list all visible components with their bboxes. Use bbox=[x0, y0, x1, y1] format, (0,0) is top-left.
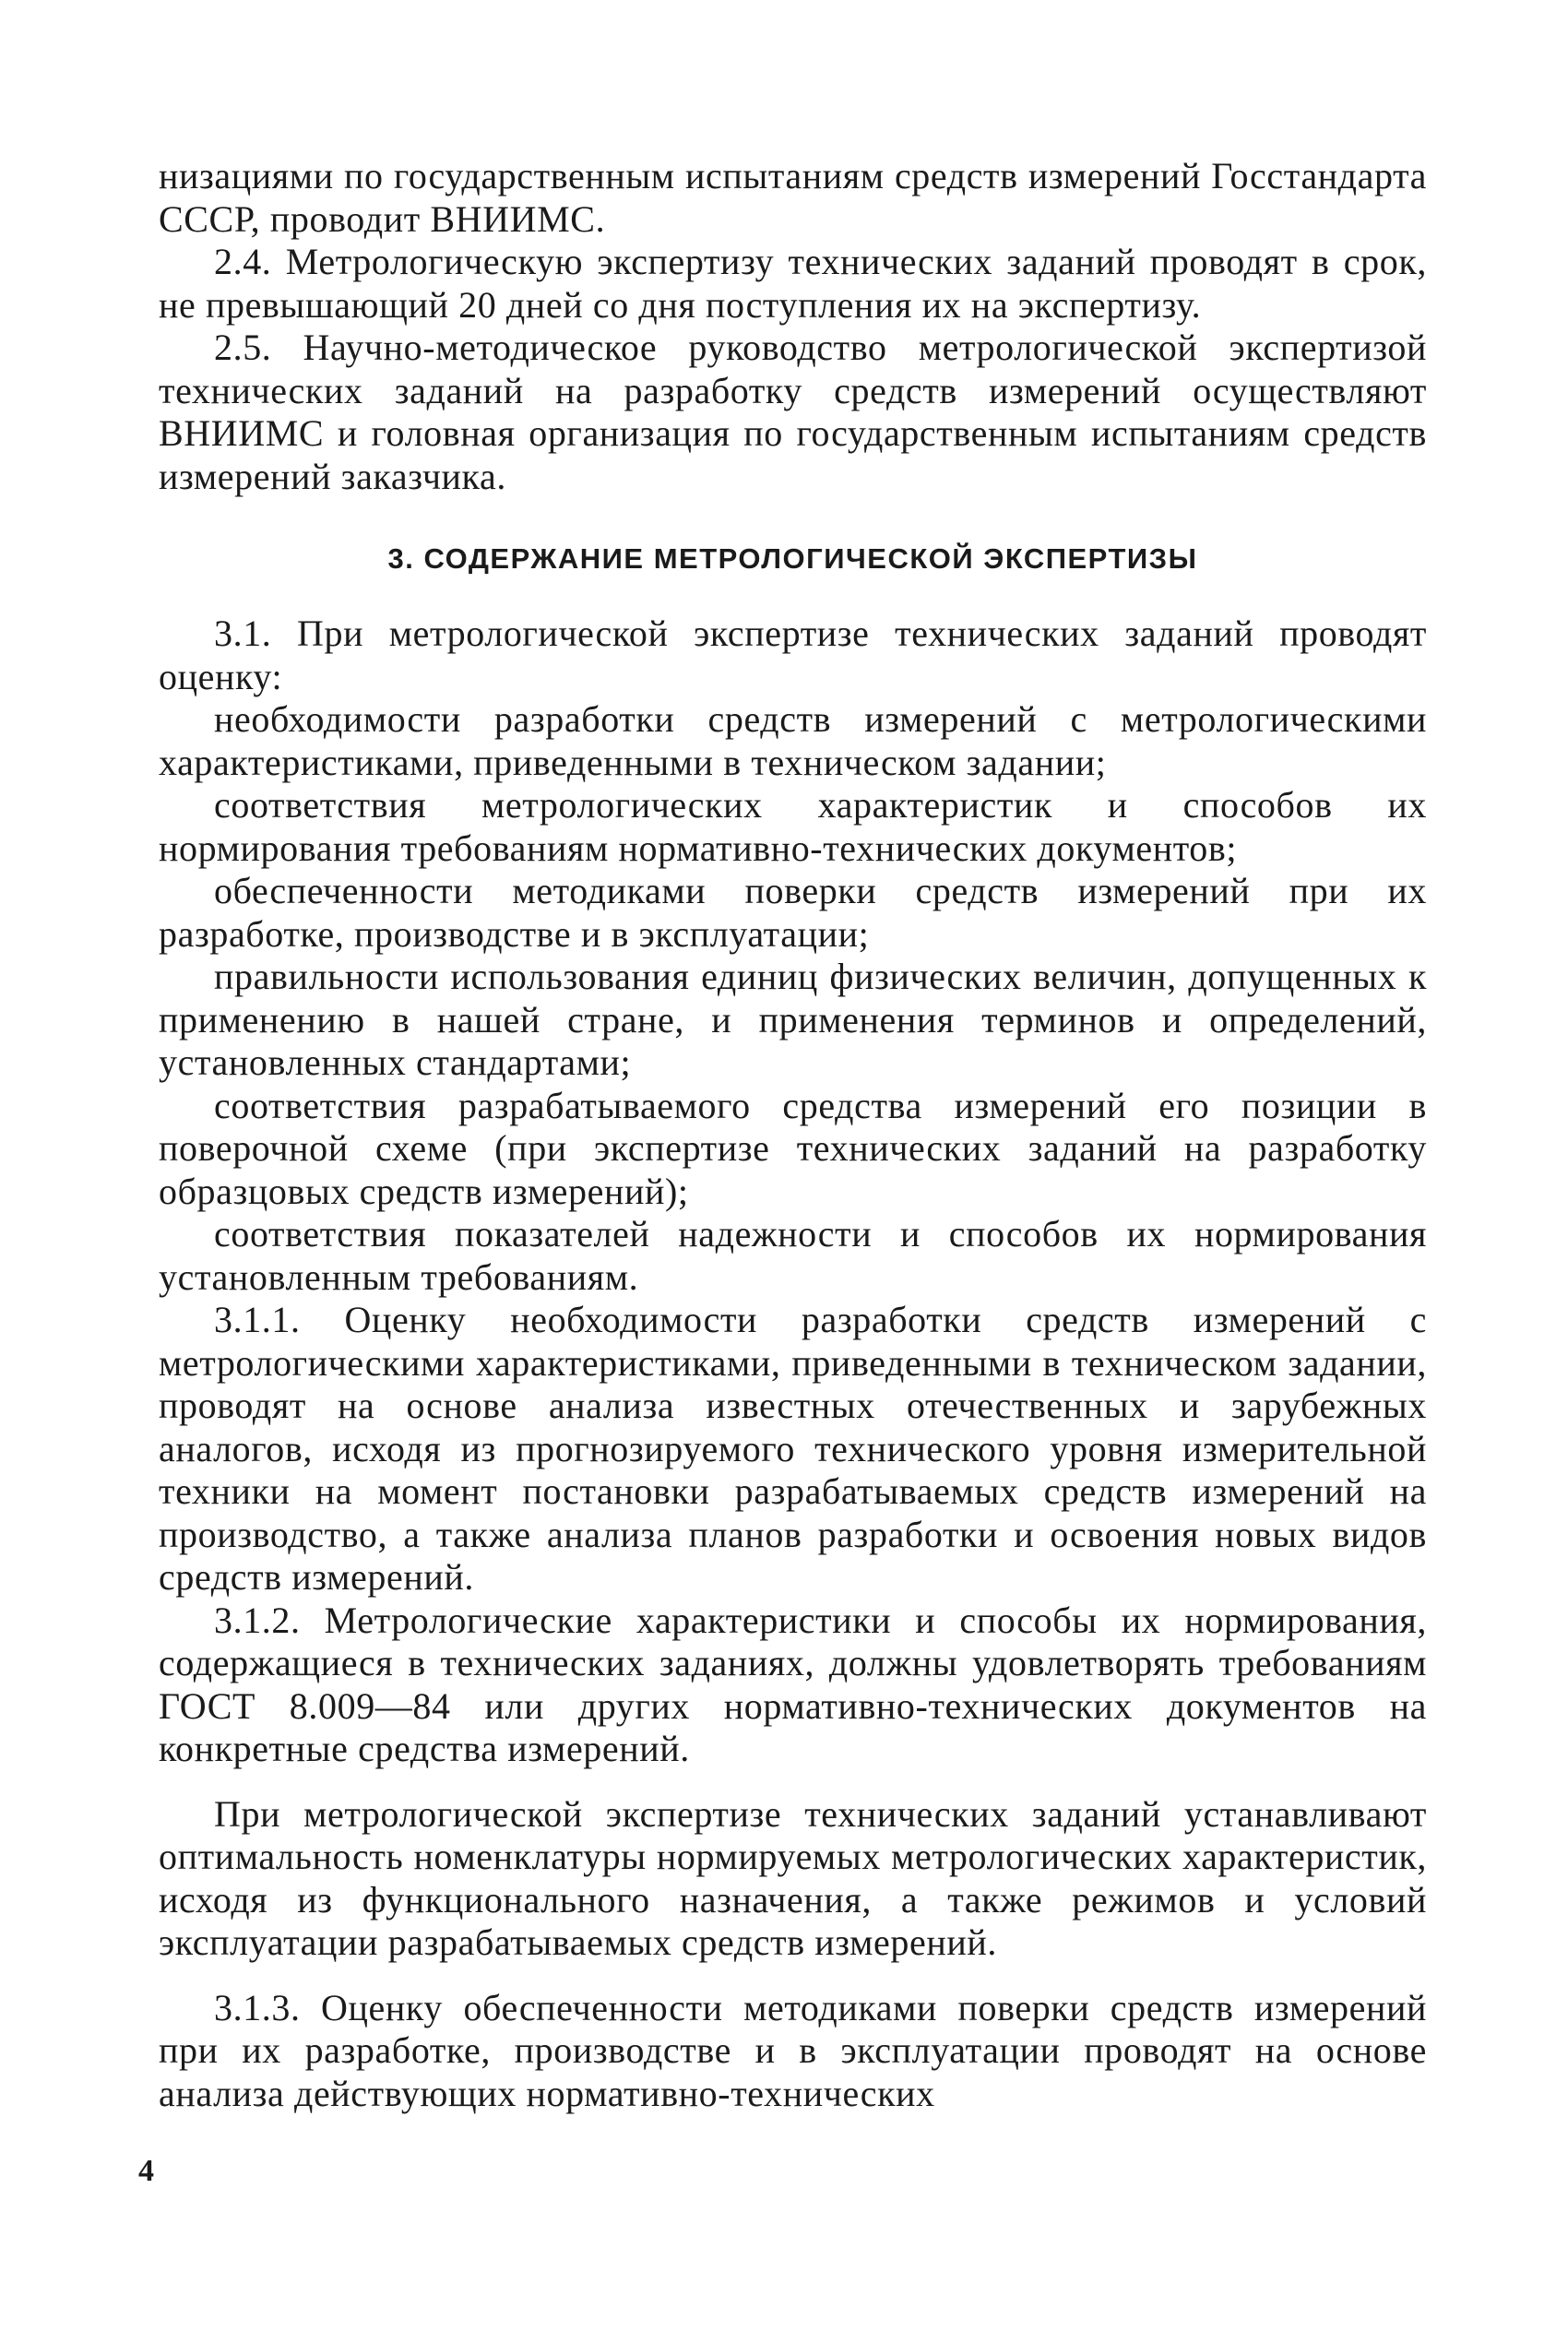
page-number: 4 bbox=[138, 2154, 154, 2188]
list-item-units: правильности использования единиц физических величин, допущенных к применению в нашей стране, и применения терминов и определений, установленных стандартами; bbox=[159, 956, 1427, 1083]
paragraph-2-5: 2.5. Научно-методическое руководство метрологической экспертизой технических заданий на разработку средств измерений осуществляют ВНИИМС и головная организация по государственным испытаниям средств измерений заказчика. bbox=[159, 327, 1427, 497]
paragraph-nomenclature: При метрологической экспертизе технических заданий устанавливают оптимальность номенклатуры нормируемых метрологических характеристик, исходя из функционального назначения, а также режимов и условий эксплуатации разрабатываемых средств измерений. bbox=[159, 1792, 1427, 1963]
paragraph-2-4: 2.4. Метрологическую экспертизу технических заданий проводят в срок, не превышающий 20 дней со дня поступления их на экспертизу. bbox=[159, 241, 1427, 326]
list-item-methods: обеспеченности методиками поверки средств измерений при их разработке, производстве и в эксплуатации; bbox=[159, 870, 1427, 955]
list-item-conformity: соответствия метрологических характеристик и способов их нормирования требованиям нормативно-технических документов; bbox=[159, 784, 1427, 869]
paragraph-gap bbox=[159, 1965, 1427, 1987]
page-body bbox=[159, 155, 1427, 2115]
list-item-reliability: соответствия показателей надежности и способов их нормирования установленным требованиям. bbox=[159, 1213, 1427, 1298]
paragraph-3-1: 3.1. При метрологической экспертизе технических заданий проводят оценку: bbox=[159, 612, 1427, 697]
paragraph-gap bbox=[159, 1771, 1427, 1793]
paragraph-3-1-3: 3.1.3. Оценку обеспеченности методиками поверки средств измерений при их разработке, производстве и в эксплуатации проводят на основе анализа действующих нормативно-технических bbox=[159, 1986, 1427, 2114]
list-item-scheme: соответствия разрабатываемого средства измерений его позиции в поверочной схеме (при экспертизе технических заданий на разработку образцовых средств измерений); bbox=[159, 1084, 1427, 1212]
paragraph-3-1-2: 3.1.2. Метрологические характеристики и способы их нормирования, содержащиеся в технических заданиях, должны удовлетворять требованиям ГОСТ 8.009—84 или других нормативно-технических документов на конкретные средства измерений. bbox=[159, 1599, 1427, 1769]
list-item-necessity: необходимости разработки средств измерений с метрологическими характеристиками, приведенными в техническом задании; bbox=[159, 698, 1427, 783]
section-heading: 3. СОДЕРЖАНИЕ МЕТРОЛОГИЧЕСКОЙ ЭКСПЕРТИЗЫ bbox=[387, 542, 1198, 575]
paragraph-continued: низациями по государственным испытаниям средств измерений Госстандарта СССР, проводит ВНИИМС. bbox=[159, 155, 1427, 240]
paragraph-3-1-1: 3.1.1. Оценку необходимости разработки средств измерений с метрологическими характеристиками, приведенными в техническом задании, проводят на основе анализа известных отечественных и зарубежных аналогов, исходя из прогнозируемого технического уровня измерительной техники на момент постановки разрабатываемых средств измерений на производство, а также анализа планов разработки и освоения новых видов средств измерений. bbox=[159, 1299, 1427, 1598]
